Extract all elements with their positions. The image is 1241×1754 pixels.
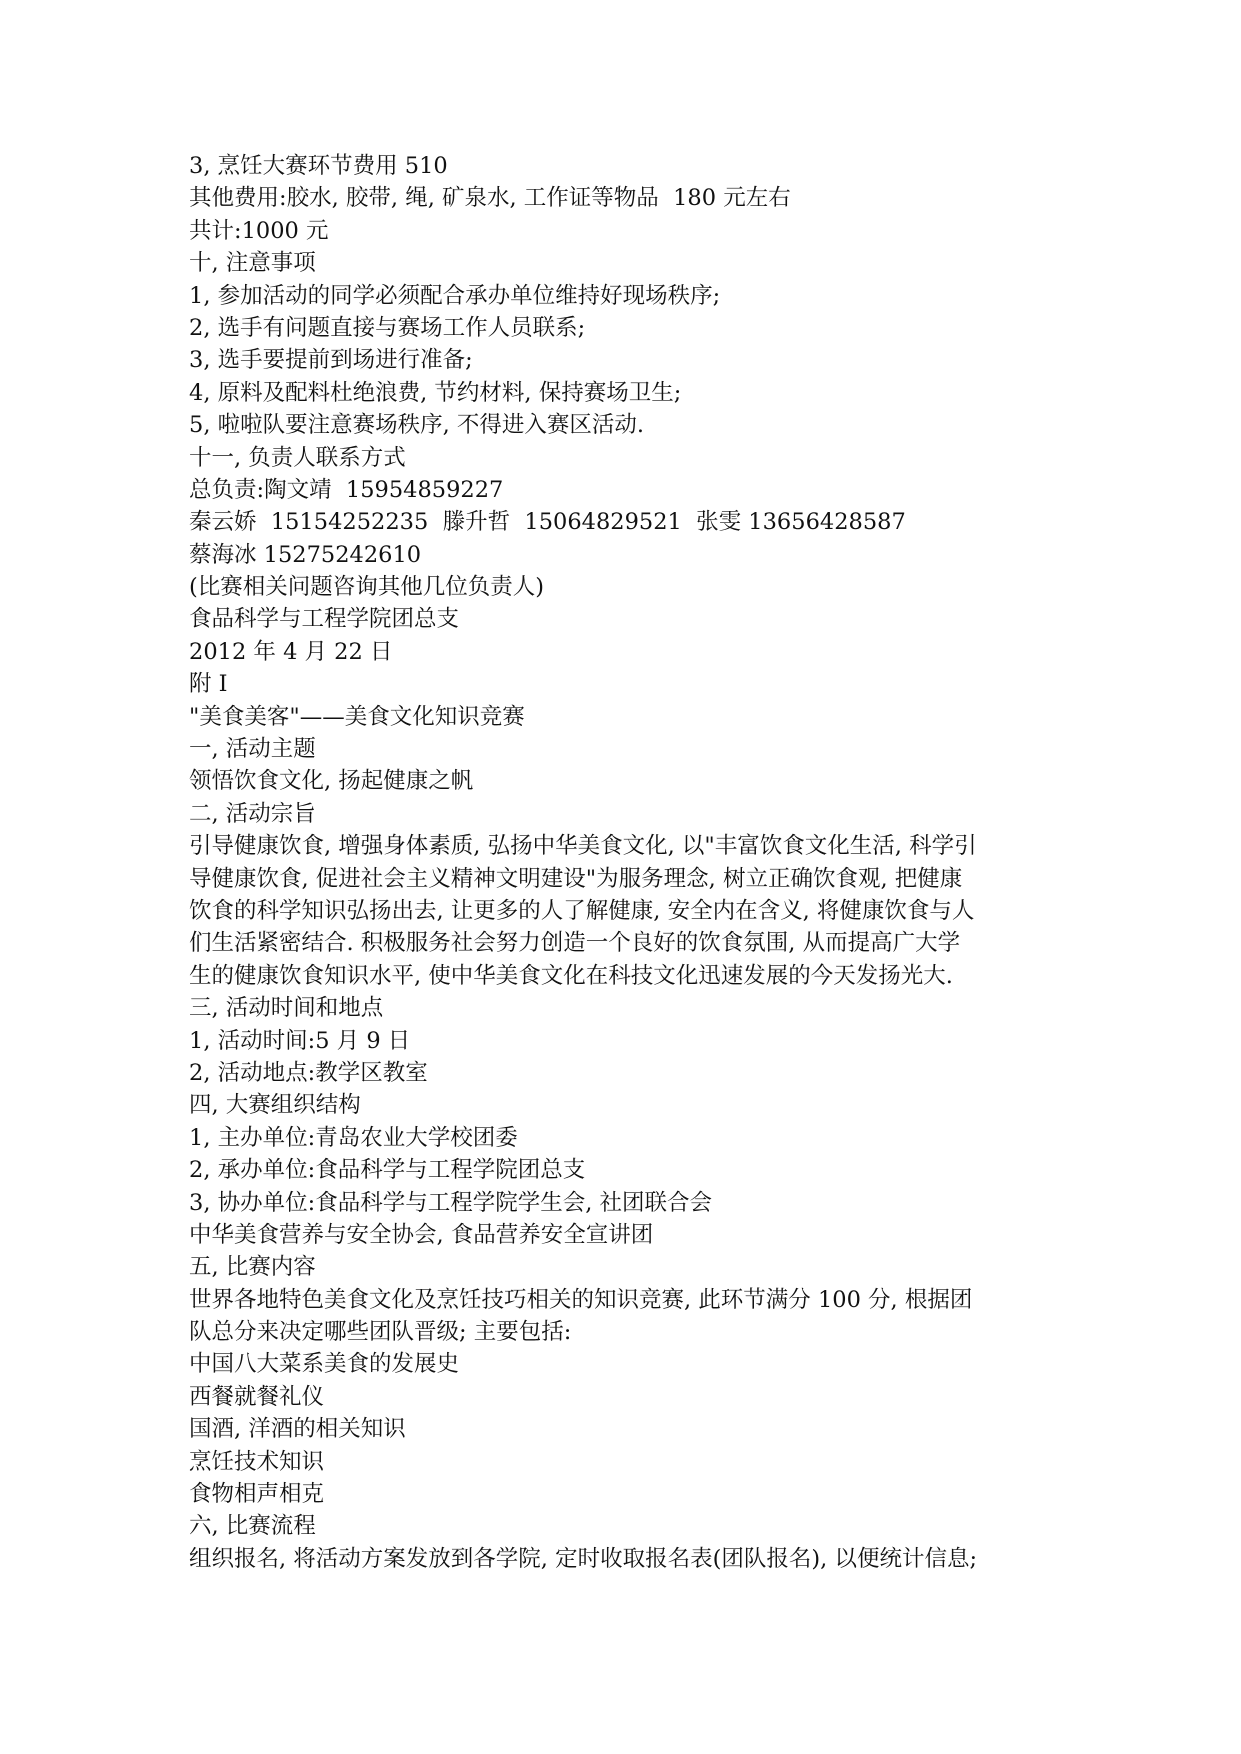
text-line: 3, 协办单位:食品科学与工程学院学生会, 社团联合会 xyxy=(189,1189,713,1216)
text-line: 一, 活动主题 xyxy=(189,736,316,763)
text-line: 四, 大赛组织结构 xyxy=(189,1092,361,1119)
text-line: 十一, 负责人联系方式 xyxy=(189,444,406,471)
text-line: 总负责:陶文靖 15954859227 xyxy=(189,476,504,503)
text-line: 生的健康饮食知识水平, 使中华美食文化在科技文化迅速发展的今天发扬光大. xyxy=(189,962,953,989)
text-line: 中华美食营养与安全协会, 食品营养安全宣讲团 xyxy=(189,1221,654,1248)
text-line: 领悟饮食文化, 扬起健康之帆 xyxy=(189,768,474,795)
text-line: 2, 选手有问题直接与赛场工作人员联系; xyxy=(189,314,586,341)
text-line: 附 I xyxy=(189,671,228,698)
text-line: 1, 活动时间:5 月 9 日 xyxy=(189,1027,411,1054)
text-line: 五, 比赛内容 xyxy=(189,1254,316,1281)
text-line: 共计:1000 元 xyxy=(189,217,329,244)
text-line: 二, 活动宗旨 xyxy=(189,800,316,827)
text-line: 秦云娇 15154252235 滕升哲 15064829521 张雯 13656428587 xyxy=(189,509,906,536)
text-line: 烹饪技术知识 xyxy=(189,1448,325,1475)
text-line: 2, 承办单位:食品科学与工程学院团总支 xyxy=(189,1157,586,1184)
text-line: 六, 比赛流程 xyxy=(189,1513,316,1540)
text-line: 4, 原料及配料杜绝浪费, 节约材料, 保持赛场卫生; xyxy=(189,379,682,406)
text-line: "美食美客"——美食文化知识竞赛 xyxy=(189,703,525,730)
text-line: 3, 选手要提前到场进行准备; xyxy=(189,347,473,374)
text-line: 食品科学与工程学院团总支 xyxy=(189,606,460,633)
text-line: 1, 主办单位:青岛农业大学校团委 xyxy=(189,1124,518,1151)
text-line: 3, 烹饪大赛环节费用 510 xyxy=(189,153,448,179)
text-line: 中国八大菜系美食的发展史 xyxy=(189,1351,460,1378)
text-line: 2012 年 4 月 22 日 xyxy=(189,638,393,665)
text-line: 饮食的科学知识弘扬出去, 让更多的人了解健康, 安全内在含义, 将健康饮食与人 xyxy=(189,897,975,924)
document-body xyxy=(189,150,1069,1575)
text-line: 2, 活动地点:教学区教室 xyxy=(189,1059,428,1086)
text-line: 1, 参加活动的同学必须配合承办单位维持好现场秩序; xyxy=(189,282,721,309)
text-line: 世界各地特色美食文化及烹饪技巧相关的知识竞赛, 此环节满分 100 分, 根据团 xyxy=(189,1286,973,1313)
text-line: 西餐就餐礼仪 xyxy=(189,1383,325,1410)
text-line: 蔡海冰 15275242610 xyxy=(189,541,422,568)
text-line: 其他费用:胶水, 胶带, 绳, 矿泉水, 工作证等物品 180 元左右 xyxy=(189,185,791,212)
text-line: 导健康饮食, 促进社会主义精神文明建设"为服务理念, 树立正确饮食观, 把健康 xyxy=(189,865,963,892)
text-line: 三, 活动时间和地点 xyxy=(189,995,384,1022)
text-line: (比赛相关问题咨询其他几位负责人) xyxy=(189,574,545,601)
text-line: 引导健康饮食, 增强身体素质, 弘扬中华美食文化, 以"丰富饮食文化生活, 科学引 xyxy=(189,833,977,860)
text-line: 食物相声相克 xyxy=(189,1481,325,1508)
text-line: 组织报名, 将活动方案发放到各学院, 定时收取报名表(团队报名), 以便统计信息; xyxy=(189,1545,978,1572)
text-line: 们生活紧密结合. 积极服务社会努力创造一个良好的饮食氛围, 从而提高广大学 xyxy=(189,930,961,957)
text-line: 国酒, 洋酒的相关知识 xyxy=(189,1416,406,1443)
text-line: 5, 啦啦队要注意赛场秩序, 不得进入赛区活动. xyxy=(189,412,645,439)
text-line: 十, 注意事项 xyxy=(189,250,316,277)
text-line: 队总分来决定哪些团队晋级; 主要包括: xyxy=(189,1319,572,1346)
